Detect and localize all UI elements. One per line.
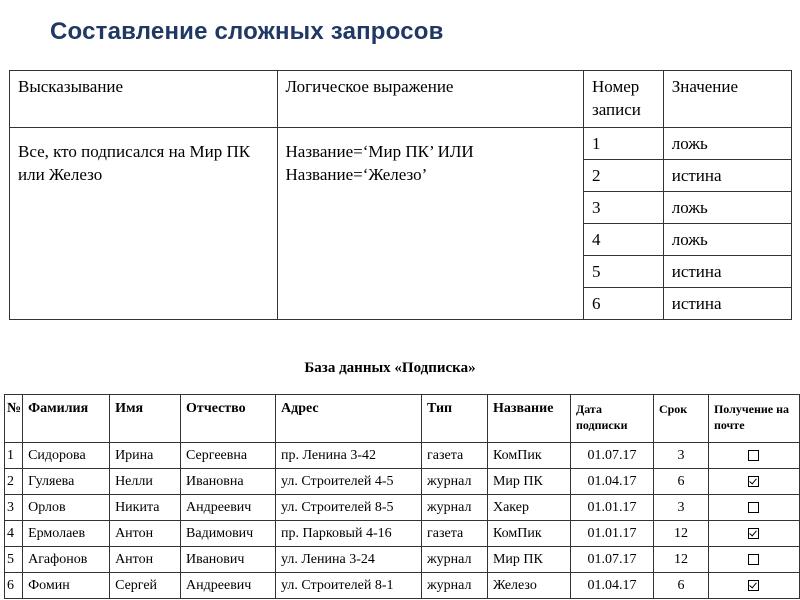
cell-name: Антон — [110, 547, 181, 573]
cell-title: Хакер — [487, 495, 570, 521]
database-rows — [5, 443, 800, 599]
cell-type: газета — [422, 443, 488, 469]
cell-title: Мир ПК — [487, 469, 570, 495]
record-value: ложь — [663, 192, 791, 224]
cell-address: ул. Строителей 4-5 — [276, 469, 422, 495]
database-header-cell: Дата подписки — [570, 395, 653, 443]
cell-date: 01.01.17 — [570, 495, 653, 521]
record-value: ложь — [663, 224, 791, 256]
record-value: истина — [663, 160, 791, 192]
expression-table-header-row — [10, 71, 792, 128]
database-header-cell: Получение на почте — [708, 395, 799, 443]
record-number: 4 — [583, 224, 663, 256]
header-expression: Логическое выражение — [277, 71, 583, 128]
cell-surname: Фомин — [23, 573, 110, 599]
database-header-cell: Отчество — [181, 395, 276, 443]
record-number: 6 — [583, 288, 663, 320]
record-value: истина — [663, 288, 791, 320]
table-row — [5, 573, 800, 599]
unchecked-checkbox-icon — [748, 502, 759, 513]
cell-title: Мир ПК — [487, 547, 570, 573]
cell-surname: Ермолаев — [23, 521, 110, 547]
table-row — [5, 521, 800, 547]
cell-patronymic: Андреевич — [181, 495, 276, 521]
cell-surname: Орлов — [23, 495, 110, 521]
expression-text: Название=‘Мир ПК’ ИЛИ Название=‘Железо’ — [277, 128, 583, 320]
cell-n: 3 — [5, 495, 23, 521]
table-row — [5, 495, 800, 521]
cell-name: Сергей — [110, 573, 181, 599]
cell-surname: Сидорова — [23, 443, 110, 469]
database-header-cell: Тип — [422, 395, 488, 443]
checked-checkbox-icon — [748, 528, 759, 539]
cell-name: Антон — [110, 521, 181, 547]
cell-type: газета — [422, 521, 488, 547]
cell-n: 2 — [5, 469, 23, 495]
database-header-cell: Фамилия — [23, 395, 110, 443]
cell-n: 5 — [5, 547, 23, 573]
expression-table — [9, 70, 792, 320]
cell-address: пр. Ленина 3-42 — [276, 443, 422, 469]
database-caption: База данных «Подписка» — [304, 360, 476, 376]
cell-term: 12 — [653, 547, 708, 573]
cell-name: Ирина — [110, 443, 181, 469]
cell-patronymic: Вадимович — [181, 521, 276, 547]
cell-n: 6 — [5, 573, 23, 599]
cell-n: 4 — [5, 521, 23, 547]
cell-address: пр. Парковый 4-16 — [276, 521, 422, 547]
unchecked-checkbox-icon — [748, 554, 759, 565]
cell-name: Никита — [110, 495, 181, 521]
database-header-cell: Срок — [653, 395, 708, 443]
cell-term: 12 — [653, 521, 708, 547]
table-row — [5, 547, 800, 573]
cell-date: 01.07.17 — [570, 443, 653, 469]
cell-term: 6 — [653, 573, 708, 599]
cell-surname: Гуляева — [23, 469, 110, 495]
cell-title: Железо — [487, 573, 570, 599]
cell-date: 01.04.17 — [570, 469, 653, 495]
cell-surname: Агафонов — [23, 547, 110, 573]
database-header-cell: Адрес — [276, 395, 422, 443]
header-statement: Высказывание — [10, 71, 278, 128]
cell-name: Нелли — [110, 469, 181, 495]
cell-address: ул. Ленина 3-24 — [276, 547, 422, 573]
cell-date: 01.01.17 — [570, 521, 653, 547]
cell-term: 3 — [653, 495, 708, 521]
cell-title: КомПик — [487, 443, 570, 469]
cell-type: журнал — [422, 469, 488, 495]
expression-rows — [10, 128, 792, 320]
cell-mail-delivery — [708, 469, 799, 495]
cell-type: журнал — [422, 547, 488, 573]
cell-n: 1 — [5, 443, 23, 469]
statement-text: Все, кто подписался на Мир ПК или Железо — [10, 128, 278, 320]
cell-address: ул. Строителей 8-1 — [276, 573, 422, 599]
record-number: 2 — [583, 160, 663, 192]
record-number: 1 — [583, 128, 663, 160]
cell-date: 01.07.17 — [570, 547, 653, 573]
table-row — [5, 469, 800, 495]
checked-checkbox-icon — [748, 476, 759, 487]
cell-address: ул. Строителей 8-5 — [276, 495, 422, 521]
record-value: ложь — [663, 128, 791, 160]
cell-mail-delivery — [708, 521, 799, 547]
cell-date: 01.04.17 — [570, 573, 653, 599]
database-header-row — [5, 395, 800, 443]
cell-type: журнал — [422, 573, 488, 599]
cell-mail-delivery — [708, 443, 799, 469]
cell-patronymic: Андреевич — [181, 573, 276, 599]
record-number: 5 — [583, 256, 663, 288]
cell-mail-delivery — [708, 573, 799, 599]
cell-term: 3 — [653, 443, 708, 469]
cell-patronymic: Иванович — [181, 547, 276, 573]
header-record-number: Номер записи — [583, 71, 663, 128]
checked-checkbox-icon — [748, 580, 759, 591]
expression-row — [10, 128, 792, 160]
cell-type: журнал — [422, 495, 488, 521]
database-table — [4, 394, 800, 599]
record-value: истина — [663, 256, 791, 288]
record-number: 3 — [583, 192, 663, 224]
header-value: Значение — [663, 71, 791, 128]
cell-title: КомПик — [487, 521, 570, 547]
page-title: Составление сложных запросов — [50, 18, 444, 45]
database-header-cell: Название — [487, 395, 570, 443]
database-header-cell: Имя — [110, 395, 181, 443]
unchecked-checkbox-icon — [748, 450, 759, 461]
cell-mail-delivery — [708, 547, 799, 573]
database-header-cell: № — [5, 395, 23, 443]
cell-patronymic: Сергеевна — [181, 443, 276, 469]
table-row — [5, 443, 800, 469]
cell-patronymic: Ивановна — [181, 469, 276, 495]
cell-term: 6 — [653, 469, 708, 495]
cell-mail-delivery — [708, 495, 799, 521]
